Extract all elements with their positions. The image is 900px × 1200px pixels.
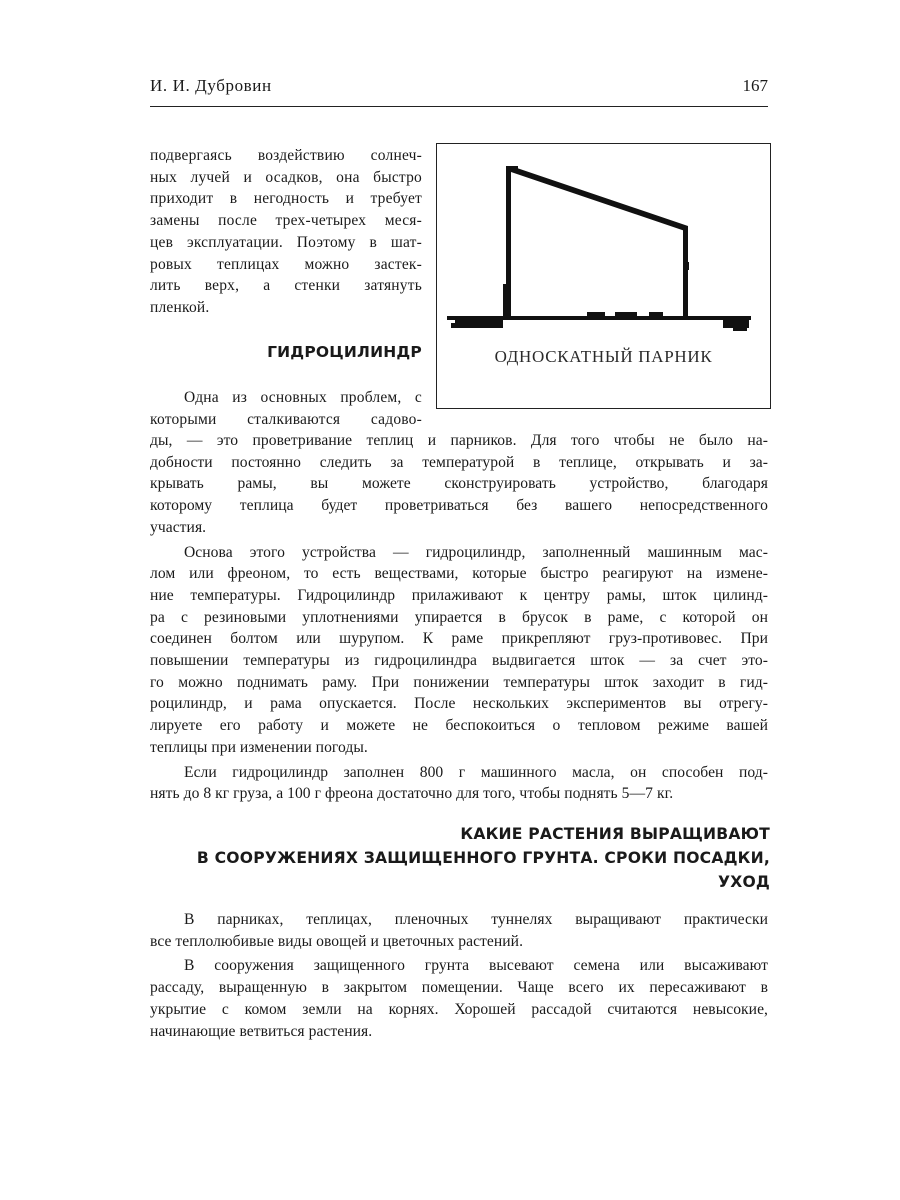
paragraph-p3 (150, 762, 768, 805)
text-line: лить верх, а стенки затянуть (150, 277, 422, 295)
text-line: ние температуры. Гидроцилиндр прилаживают к центру рамы, шток цилинд- (150, 586, 768, 604)
text-line: Одна из основных проблем, с (184, 389, 422, 406)
text-line: участия. (150, 518, 207, 536)
main-text (150, 430, 768, 808)
text-line: ра с резиновыми уплотнениями упирается в брусок в раме, с которой он (150, 608, 768, 626)
text-line: добности постоянно следить за температурой в теплице, открывать и за- (150, 453, 768, 471)
heading-plants (150, 822, 770, 894)
wall-notch (507, 266, 510, 272)
text-line: пленкой. (150, 298, 210, 316)
text-line: укрытие с комом земли на корнях. Хорошей рассадой считаются невысокие, (150, 1000, 768, 1018)
page-number: 167 (742, 76, 768, 95)
text-line: В сооружения защищенного грунта высевают семена или высаживают (184, 957, 768, 975)
text-line: приходит в негодность и требует (150, 190, 422, 208)
text-line: лируете его работу и можете не беспокоиться о тепловом режиме вашей (150, 717, 768, 735)
text-line: подвергаясь воздействию солнеч- (150, 147, 422, 164)
text-line: цев эксплуатации. Поэтому в шат- (150, 233, 422, 251)
frame-roof (506, 166, 688, 232)
roof-corner (506, 166, 518, 172)
plants-text (150, 909, 768, 1045)
hydro-column-paragraph (150, 387, 422, 430)
text-line: лом или фреоном, то есть веществами, которые быстро реагируют на измене- (150, 565, 768, 583)
text-line: которыми сталкиваются садово- (150, 410, 422, 428)
text-line: все теплолюбивые виды овощей и цветочных растений. (150, 932, 524, 950)
heading-line: КАКИЕ РАСТЕНИЯ ВЫРАЩИВАЮТ (460, 825, 770, 843)
ground-mark-2 (615, 312, 637, 316)
text-line: ных лучей и осадков, она быстро (150, 168, 422, 186)
text-line: ды, — это проветривание теплиц и парников. Для того чтобы не было на- (150, 432, 768, 449)
text-line: замены после трех-четырех меся- (150, 212, 422, 230)
author-name: И. И. Дубровин (150, 76, 272, 95)
paragraph-p5 (150, 955, 768, 1042)
text-line: крывать рамы, вы можете сконструировать устройство, благодаря (150, 475, 768, 493)
column-text (150, 145, 422, 319)
text-line: начинающие ветвиться растения. (150, 1022, 373, 1040)
heading-line: УХОД (718, 873, 770, 891)
frame-right-tick (686, 262, 689, 270)
ground-right-mass (723, 320, 749, 328)
ground-mark-1 (587, 312, 605, 316)
text-line: роцилиндр, и рама опускается. После нескольких экспериментов вы отрегу- (150, 695, 768, 713)
running-header (150, 76, 768, 102)
column-paragraph (150, 145, 422, 319)
text-line: которому теплица будет проветриваться без вашего непосредственного (150, 497, 768, 515)
paragraph-p2 (150, 542, 768, 759)
figure-greenhouse (436, 143, 771, 409)
text-line: повышении температуры из гидроцилиндра выдвигается шток — за счет это- (150, 652, 768, 670)
text-line: Если гидроцилиндр заполнен 800 г машинного масла, он способен под- (184, 763, 768, 781)
paragraph-p4 (150, 909, 768, 952)
frame-left-wall-base (503, 284, 507, 316)
text-line: рассаду, выращенную в закрытом помещении. Чаще всего их пересаживают в (150, 979, 768, 997)
heading-line: В СООРУЖЕНИЯХ ЗАЩИЩЕННОГО ГРУНТА. СРОКИ ПОСАДКИ, (196, 849, 770, 867)
paragraph-p1 (150, 430, 768, 539)
hydro-column-start (150, 387, 422, 430)
heading-hydrocylinder: ГИДРОЦИЛИНДР (267, 343, 422, 361)
greenhouse-drawing (437, 144, 772, 410)
text-line: В парниках, теплицах, пленочных туннелях выращивают практически (184, 911, 768, 928)
text-line: Основа этого устройства — гидроцилиндр, заполненный машинным мас- (184, 543, 768, 561)
text-line: нять до 8 кг груза, а 100 г фреона достаточно для того, чтобы поднять 5—7 кг. (150, 785, 674, 803)
header-rule (150, 106, 768, 107)
text-line: теплицы при изменении погоды. (150, 738, 368, 756)
frame-right-wall (683, 226, 688, 318)
text-line: соединен болтом или шурупом. К раме прикрепляют груз-противовес. При (150, 630, 768, 648)
text-line: го можно поднимать раму. При понижении температуры шток заходит в гид- (150, 673, 768, 691)
ground-right-edge (733, 328, 747, 331)
ground-mark-3 (649, 312, 663, 316)
ground-line (447, 316, 751, 320)
figure-caption: ОДНОСКАТНЫЙ ПАРНИК (494, 347, 713, 366)
ground-left-edge (451, 323, 471, 328)
text-line: ровых теплицах можно застек- (150, 255, 422, 273)
